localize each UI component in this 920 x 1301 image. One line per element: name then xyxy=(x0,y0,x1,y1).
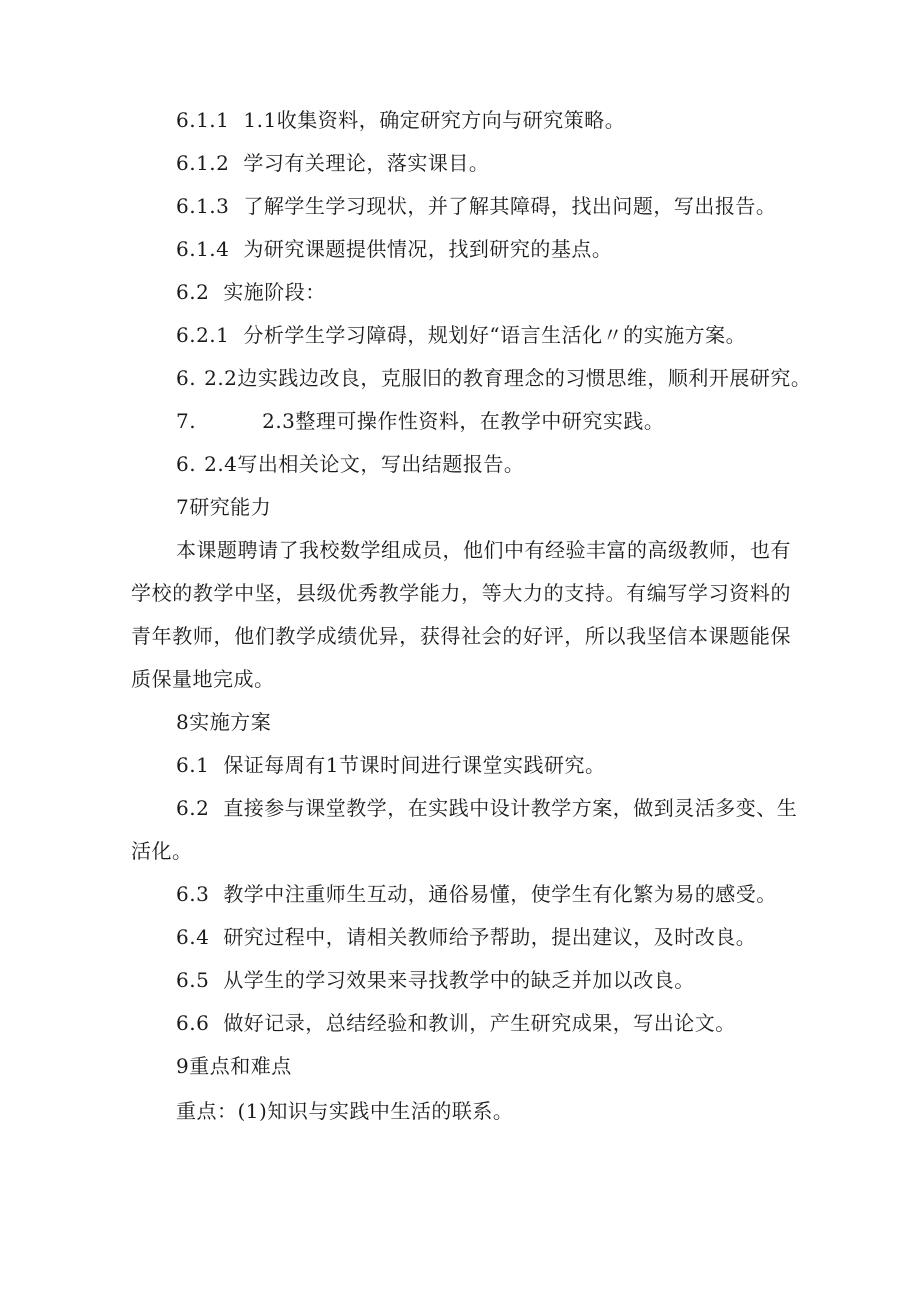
list-item xyxy=(176,149,489,177)
item-number: 6. xyxy=(176,452,197,476)
item-text: 实施阶段： xyxy=(223,280,326,304)
item-text: 从学生的学习效果来寻找教学中的缺乏并加以改良。 xyxy=(223,968,695,992)
item-text: 保证每周有1节课时间进行课堂实践研究。 xyxy=(223,753,606,777)
item-number: 6.2 xyxy=(176,796,210,820)
list-item xyxy=(176,192,776,220)
item-text: 教学中注重师生互动，通俗易懂，使学生有化繁为易的感受。 xyxy=(223,882,777,906)
list-item xyxy=(176,1009,736,1037)
list-item xyxy=(176,364,811,392)
item-number: 6.2.1 xyxy=(176,323,230,347)
list-item xyxy=(176,794,797,822)
list-item xyxy=(176,966,695,994)
list-item xyxy=(176,278,326,306)
list-item xyxy=(176,235,612,263)
item-number: 6.3 xyxy=(176,882,210,906)
item-text: 直接参与课堂教学，在实践中设计教学方案，做到灵活多变、生 xyxy=(223,796,798,820)
item-text: 研究过程中，请相关教师给予帮助，提出建议，及时改良。 xyxy=(223,925,757,949)
item-number: 6.1 xyxy=(176,753,210,777)
list-item xyxy=(176,923,756,951)
item-text: 2.3整理可操作性资料，在教学中研究实践。 xyxy=(262,409,665,433)
item-number: 6.1.2 xyxy=(176,151,230,175)
item-number: 6.1.4 xyxy=(176,237,230,261)
item-number: 6.1.3 xyxy=(176,194,230,218)
list-item xyxy=(176,450,524,478)
list-item xyxy=(176,321,746,349)
item-number: 6.6 xyxy=(176,1011,210,1035)
item-text: 为研究课题提供情况，找到研究的基点。 xyxy=(243,237,613,261)
item-text: 了解学生学习现状，并了解其障碍，找出问题，写出报告。 xyxy=(243,194,777,218)
item-text: 分析学生学习障碍，规划好“语言生活化〃的实施方案。 xyxy=(243,323,747,347)
section-heading: 7研究能力 xyxy=(176,495,272,519)
list-item-continuation: 活化。 xyxy=(131,839,193,863)
list-item xyxy=(176,880,777,908)
item-number: 6. xyxy=(176,366,197,390)
body-paragraph: 本课题聘请了我校数学组成员，他们中有经验丰富的高级教师，也有学校的教学中坚，县级优秀教学能力，等大力的支持。有编写学习资料的青年教师，他们教学成绩优异，获得社会的好评，所以我坚信本课题能保质保量地完成。 xyxy=(131,538,791,691)
key-point: 重点：(1)知识与实践中生活的联系。 xyxy=(176,1099,514,1123)
item-text: 做好记录，总结经验和教训，产生研究成果，写出论文。 xyxy=(223,1011,736,1035)
item-text: 2.4写出相关论文，写出结题报告。 xyxy=(204,452,525,476)
item-text: 1.1收集资料，确定研究方向与研究策略。 xyxy=(243,108,626,132)
item-number: 6.2 xyxy=(176,280,210,304)
section-heading: 8实施方案 xyxy=(176,710,272,734)
list-item xyxy=(176,751,606,779)
item-number: 6.1.1 xyxy=(176,108,230,132)
item-number: 6.5 xyxy=(176,968,210,992)
item-text: 2.2边实践边改良，克服旧的教育理念的习惯思维，顺利开展研究。 xyxy=(204,366,812,390)
item-text: 学习有关理论，落实课目。 xyxy=(243,151,490,175)
item-number: 6.4 xyxy=(176,925,210,949)
item-number: 7. xyxy=(176,409,197,433)
list-item xyxy=(176,106,625,134)
list-item xyxy=(176,407,664,435)
section-heading: 9重点和难点 xyxy=(176,1054,292,1078)
